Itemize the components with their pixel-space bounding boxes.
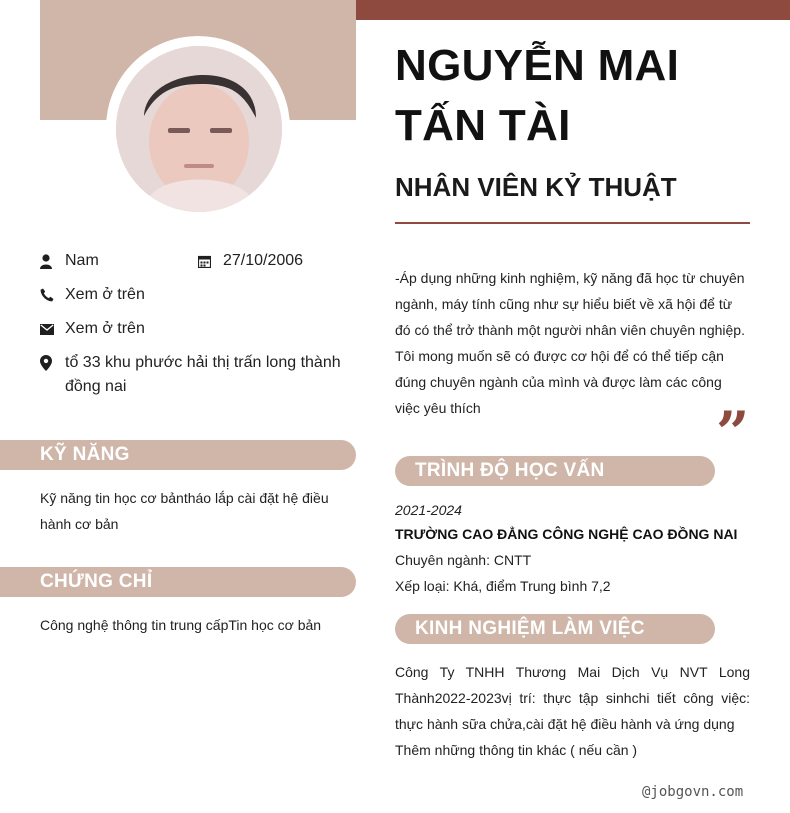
gender-row (40, 249, 99, 273)
job-title: NHÂN VIÊN KỶ THUẬT (395, 172, 677, 202)
title-divider (395, 222, 750, 224)
avatar (116, 46, 282, 212)
education-major: Chuyên ngành: CNTT (395, 552, 532, 568)
envelope-icon (40, 317, 65, 341)
phone-icon (40, 283, 65, 307)
watermark: @jobgovn.com (642, 784, 744, 800)
extra-info: Thêm những thông tin khác ( nếu cần ) (395, 742, 638, 758)
education-grade: Xếp loại: Khá, điểm Trung bình 7,2 (395, 578, 611, 594)
education-school: TRƯỜNG CAO ĐẲNG CÔNG NGHỆ CAO ĐỒNG NAI (395, 526, 738, 542)
skills-heading: KỸ NĂNG (0, 440, 356, 470)
top-accent-bar (356, 0, 790, 20)
certificates-heading: CHỨNG CHỈ (0, 567, 356, 597)
map-pin-icon (40, 351, 65, 375)
phone-row (40, 283, 145, 307)
certificates-text: Công nghệ thông tin trung cấpTin học cơ bản (40, 617, 322, 633)
career-objective: -Áp dụng những kinh nghiệm, kỹ năng đã học từ chuyên ngành, máy tính cũng như sự hiểu biết về xã hội để từ đó có thể trở thành một người nhân viên chuyên nghiệp. Tôi mong muốn sẽ có được cơ hội để có thể tiếp cận đúng chuyên ngành của mình và được làm các công việc yêu thích (395, 270, 745, 416)
education-heading: TRÌNH ĐỘ HỌC VẤN (395, 456, 715, 486)
calendar-icon (198, 249, 223, 273)
email-value: Xem ở trên (65, 320, 145, 337)
experience-text: Công Ty TNHH Thương Mai Dịch Vụ NVT Long Thành2022-2023vị trí: thực tập sinhchi tiết công việc: thực hành sữa chửa,cài đặt hệ điều hành và ứng dụng (395, 664, 750, 732)
address-row (40, 351, 345, 399)
email-row (40, 317, 145, 341)
address-value: tổ 33 khu phước hải thị trấn long thành đồng nai (65, 354, 341, 395)
candidate-name: NGUYỄN MAI TẤN TÀI (395, 41, 680, 150)
person-icon (40, 249, 65, 273)
education-years: 2021-2024 (395, 502, 462, 518)
experience-heading: KINH NGHIỆM LÀM VIỆC (395, 614, 715, 644)
skills-text: Kỹ năng tin học cơ bảntháo lắp cài đặt hệ điều hành cơ bản (40, 490, 329, 532)
phone-value: Xem ở trên (65, 286, 145, 303)
birthday-row (198, 249, 303, 273)
birthday-value: 27/10/2006 (223, 252, 304, 269)
gender-value: Nam (65, 252, 99, 269)
quote-icon: ” (716, 399, 750, 467)
